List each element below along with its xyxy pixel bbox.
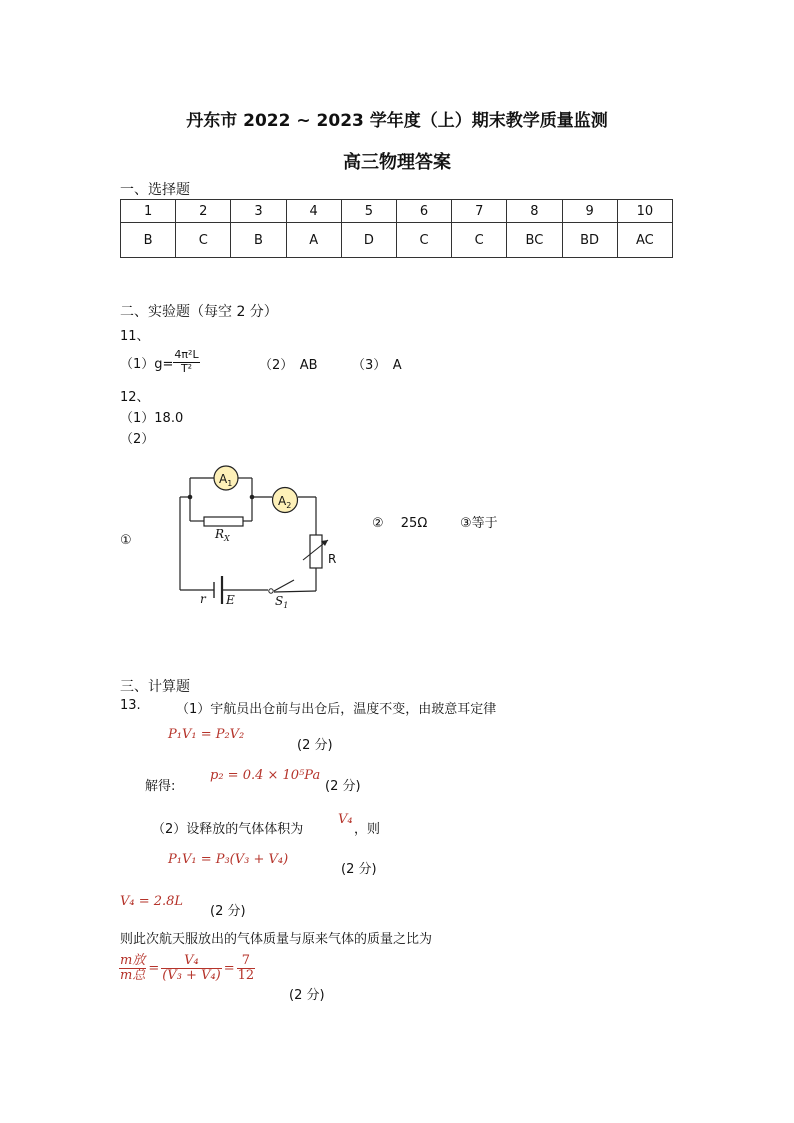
ratio-numerator: 7 bbox=[237, 954, 256, 969]
page-subtitle: 高三物理答案 bbox=[343, 152, 451, 173]
r-label: R bbox=[328, 552, 337, 566]
ratio-denominator: 12 bbox=[237, 968, 255, 984]
table-answer-cell: AC bbox=[617, 223, 672, 258]
equation-p2-score: (2 分) bbox=[325, 779, 361, 794]
section-heading-calculation: 三、计算题 bbox=[120, 679, 190, 695]
rx-label: $R_X$ bbox=[215, 527, 230, 543]
table-answer-cell: BD bbox=[562, 223, 617, 258]
q11-part1 bbox=[120, 346, 200, 378]
a2-label: $A_2$ bbox=[278, 494, 292, 510]
junction-dot bbox=[250, 495, 255, 500]
equation-release: P₁V₁ = P₃(V₃ + V₄) bbox=[168, 852, 289, 867]
battery-e-label: E bbox=[226, 593, 235, 607]
rheostat bbox=[310, 535, 322, 568]
equation-boyle-score: (2 分) bbox=[297, 738, 333, 753]
table-answer-cell: B bbox=[231, 223, 286, 258]
question-11-label: 11、 bbox=[120, 329, 150, 344]
equation-v4: V₄ = 2.8L bbox=[120, 894, 184, 909]
table-header-cell: 8 bbox=[507, 200, 562, 223]
battery-r-label: r bbox=[200, 592, 206, 606]
q13-part2-text bbox=[152, 818, 303, 837]
solve-label: 解得: bbox=[145, 779, 176, 794]
table-answer-cell: C bbox=[396, 223, 451, 258]
junction-dot bbox=[188, 495, 193, 500]
equals-sign: = bbox=[223, 961, 235, 977]
q11-part2: （2） AB bbox=[259, 358, 318, 373]
answer-table bbox=[120, 199, 673, 258]
table-answer-cell: D bbox=[341, 223, 396, 258]
switch-label: $S_1$ bbox=[275, 594, 289, 610]
table-header-cell: 2 bbox=[176, 200, 231, 223]
equation-release-score: (2 分) bbox=[341, 862, 377, 877]
equation-boyle: P₁V₁ = P₂V₂ bbox=[168, 727, 245, 742]
a1-label: $A_1$ bbox=[219, 472, 233, 488]
section-heading-experiment: 二、实验题（每空 2 分） bbox=[120, 304, 278, 320]
q11-formula-fraction bbox=[173, 349, 199, 374]
q11-part3: （3） A bbox=[352, 358, 402, 373]
q13-intro: （1）宇航员出仓前与出仓后，温度不变，由玻意耳定律 bbox=[176, 702, 497, 717]
volume-fraction bbox=[161, 954, 222, 984]
table-header-cell: 5 bbox=[341, 200, 396, 223]
circuit-diagram bbox=[165, 455, 355, 615]
table-answer-cell: C bbox=[452, 223, 507, 258]
question-12-label: 12、 bbox=[120, 390, 150, 405]
equation-mass-ratio-score: (2 分) bbox=[289, 988, 325, 1003]
q12-circle-1: ① bbox=[120, 533, 132, 548]
table-header-cell: 3 bbox=[231, 200, 286, 223]
q13-part2-text-b: ，则 bbox=[354, 822, 381, 837]
table-header-cell: 10 bbox=[617, 200, 672, 223]
table-header-cell: 9 bbox=[562, 200, 617, 223]
table-answer-cell: BC bbox=[507, 223, 562, 258]
q12-circle-2: ② 25Ω bbox=[372, 516, 428, 531]
q11-part1-prefix: （1）g= bbox=[120, 356, 174, 372]
table-answer-cell: C bbox=[176, 223, 231, 258]
page-title: 丹东市 2022 ~ 2023 学年度（上）期末教学质量监测 bbox=[186, 111, 608, 131]
question-13-label: 13. bbox=[120, 698, 141, 713]
q13-part2-variable: V₄ bbox=[338, 812, 353, 827]
equation-v4-score: (2 分) bbox=[210, 904, 246, 919]
section-heading-choice: 一、选择题 bbox=[120, 182, 190, 198]
table-header-cell: 4 bbox=[286, 200, 341, 223]
volume-numerator: V₄ bbox=[161, 954, 222, 969]
rx-resistor bbox=[204, 517, 243, 526]
mass-fraction bbox=[119, 954, 146, 984]
q11-formula-numerator: 4π²L bbox=[174, 348, 199, 362]
equation-mass-ratio bbox=[119, 954, 255, 984]
equation-p2: p₂ = 0.4 × 10⁵Pa bbox=[210, 768, 321, 783]
mass-denominator: m总 bbox=[120, 968, 146, 984]
q12-part1: （1）18.0 bbox=[120, 411, 184, 426]
table-header-cell: 7 bbox=[452, 200, 507, 223]
equals-sign: = bbox=[148, 961, 160, 977]
table-header-cell: 6 bbox=[396, 200, 451, 223]
ratio-fraction bbox=[237, 954, 256, 984]
mass-numerator: m放 bbox=[120, 953, 146, 968]
q12-part2: （2） bbox=[120, 432, 155, 447]
q13-part2-text-a: （2）设释放的气体体积为 bbox=[152, 822, 304, 837]
table-answer-cell: A bbox=[286, 223, 341, 258]
q11-formula-denominator: T² bbox=[180, 361, 193, 375]
volume-denominator: (V₃ + V₄) bbox=[162, 968, 221, 984]
ratio-text: 则此次航天服放出的气体质量与原来气体的质量之比为 bbox=[120, 932, 433, 947]
table-answer-cell: B bbox=[121, 223, 176, 258]
table-header-cell: 1 bbox=[121, 200, 176, 223]
q12-circle-3: ③等于 bbox=[460, 516, 498, 531]
